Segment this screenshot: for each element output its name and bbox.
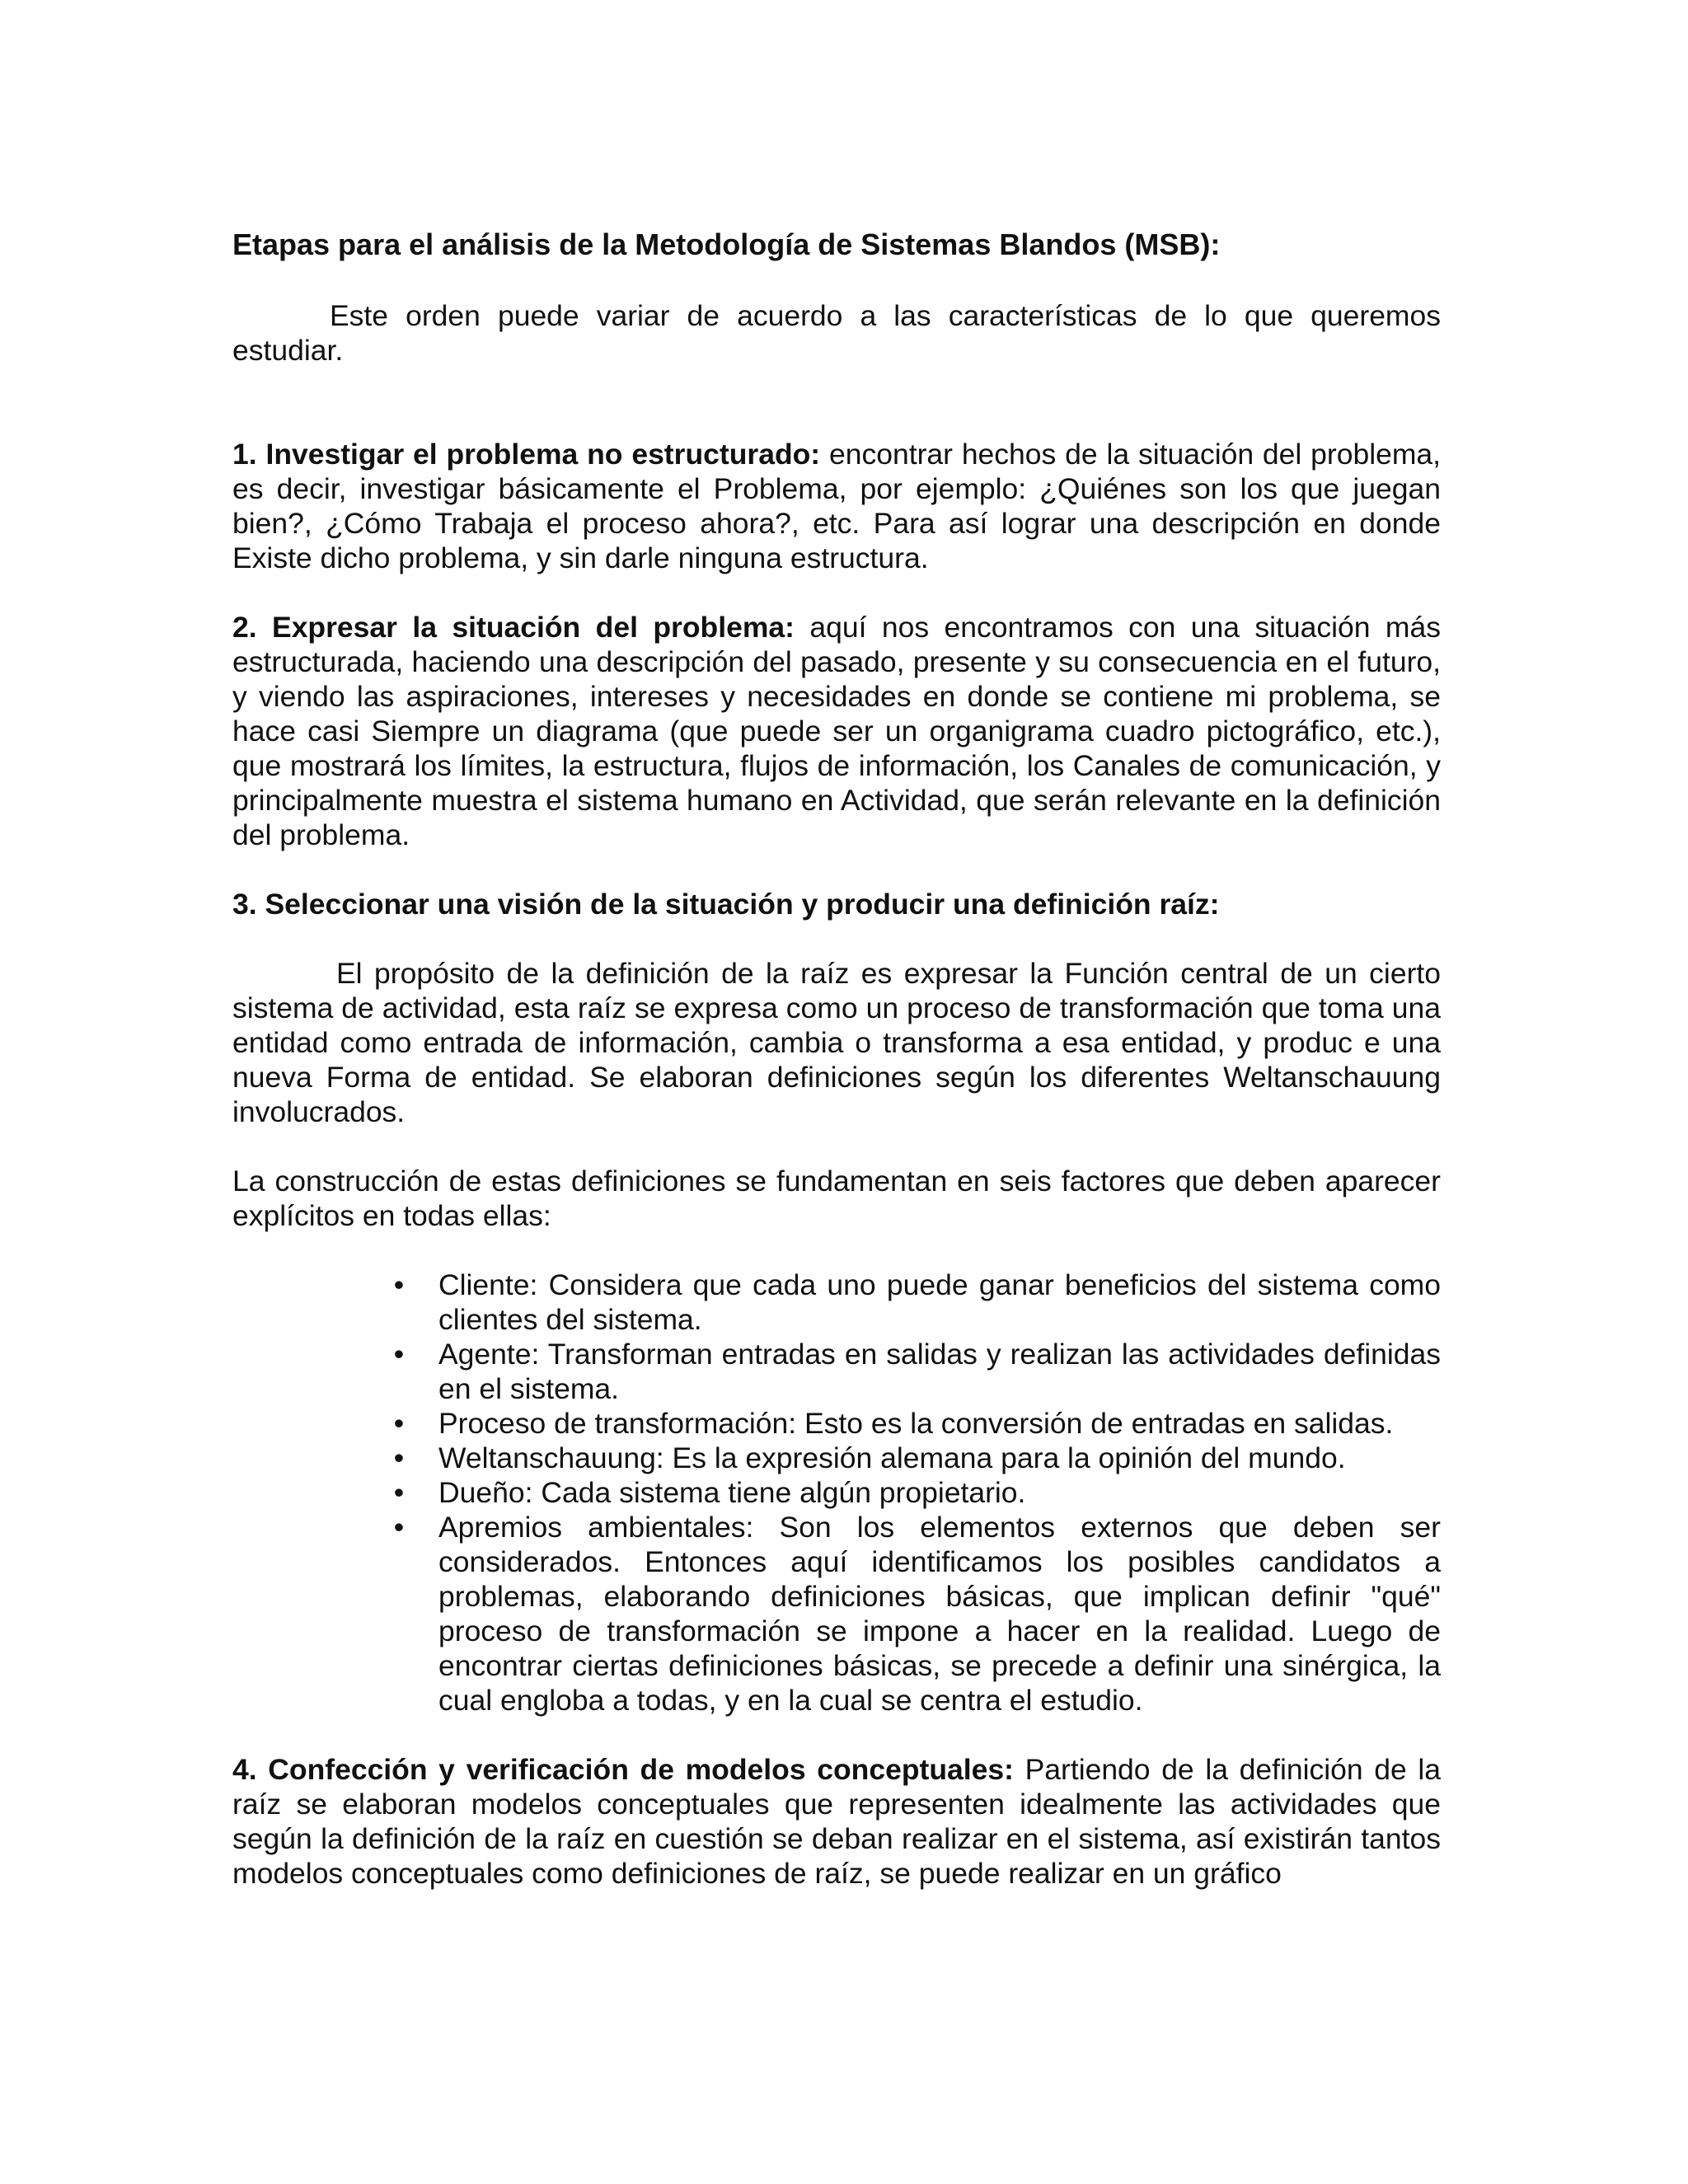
- section-1-heading: 1. Investigar el problema no estructurado:: [232, 438, 821, 471]
- section-2: [232, 610, 1441, 852]
- bullet-icon: •: [393, 1338, 405, 1371]
- section-4-text: Partiendo de la definición de la raíz se elaboran modelos conceptuales que representen idealmente las actividades que según la definición de la raíz en cuestión se deban realizar en el sistema, así existirán tantos modelos conceptuales como definiciones de raíz, se puede realizar en un gráfico: [232, 1753, 1441, 1890]
- section-2-heading: 2. Expresar la situación del problema:: [232, 611, 795, 644]
- section-3: [232, 887, 1441, 921]
- section-3-paragraph-2: La construcción de estas definiciones se fundamentan en seis factores que deben aparecer explícitos en todas ellas:: [232, 1165, 1441, 1232]
- section-1: [232, 437, 1441, 575]
- section-3-heading: 3. Seleccionar una visión de la situación y producir una definición raíz:: [232, 888, 1220, 921]
- list-item: [393, 1337, 1441, 1406]
- factor-text: Apremios ambientales: Son los elementos externos que deben ser considerados. Entonces aquí identificamos los posibles candidatos a problemas, elaborando definiciones básicas, que implican definir "qué" proceso de transformación se impone a hacer en la realidad. Luego de encontrar ciertas definiciones básicas, se precede a definir una sinérgica, la cual engloba a todas, y en la cual se centra el estudio.: [438, 1511, 1441, 1717]
- list-item: [393, 1475, 1441, 1510]
- list-item: [393, 1441, 1441, 1475]
- list-item: [393, 1268, 1441, 1337]
- bullet-icon: •: [393, 1511, 405, 1544]
- bullet-icon: •: [393, 1441, 405, 1474]
- document-title: Etapas para el análisis de la Metodología de Sistemas Blandos (MSB):: [232, 227, 1221, 261]
- section-3-paragraph-1: El propósito de la definición de la raíz es expresar la Función central de un cierto sistema de actividad, esta raíz se expresa como un proceso de transformación que toma una entidad como entrada de información, cambia o transforma a esa entidad, y produc e una nueva Forma de entidad. Se elaboran definiciones según los diferentes Weltanschauung involucrados.: [232, 957, 1441, 1128]
- factor-text: Proceso de transformación: Esto es la conversión de entradas en salidas.: [438, 1407, 1394, 1440]
- bullet-icon: •: [393, 1268, 405, 1301]
- section-4-heading: 4. Confección y verificación de modelos conceptuales:: [232, 1753, 1014, 1786]
- bullet-icon: •: [393, 1476, 405, 1509]
- factor-text: Cliente: Considera que cada uno puede ganar beneficios del sistema como clientes del sistema.: [438, 1268, 1441, 1336]
- list-item: [393, 1406, 1441, 1441]
- factors-list: [232, 1268, 1441, 1718]
- bullet-icon: •: [393, 1407, 405, 1440]
- factor-text: Weltanschauung: Es la expresión alemana para la opinión del mundo.: [438, 1441, 1346, 1474]
- factor-text: Agente: Transforman entradas en salidas y realizan las actividades definidas en el sistema.: [438, 1338, 1441, 1405]
- intro-paragraph: Este orden puede variar de acuerdo a las características de lo que queremos estudiar.: [232, 299, 1441, 367]
- document-page: [232, 227, 1441, 1891]
- list-item: [393, 1510, 1441, 1718]
- factor-text: Dueño: Cada sistema tiene algún propietario.: [438, 1476, 1026, 1509]
- section-4: [232, 1752, 1441, 1891]
- section-2-text: aquí nos encontramos con una situación más estructurada, haciendo una descripción del pasado, presente y su consecuencia en el futuro, y viendo las aspiraciones, intereses y necesidades en donde se contiene mi problema, se hace casi Siempre un diagrama (que puede ser un organigrama cuadro pictográfico, etc.), que mostrará los límites, la estructura, flujos de información, los Canales de comunicación, y principalmente muestra el sistema humano en Actividad, que serán relevante en la definición del problema.: [232, 611, 1441, 851]
- section-1-text: encontrar hechos de la situación del problema, es decir, investigar básicamente el Problema, por ejemplo: ¿Quiénes son los que juegan bien?, ¿Cómo Trabaja el proceso ahora?, etc. Para así lograr una descripción en donde Existe dicho problema, y sin darle ninguna estructura.: [232, 438, 1442, 574]
